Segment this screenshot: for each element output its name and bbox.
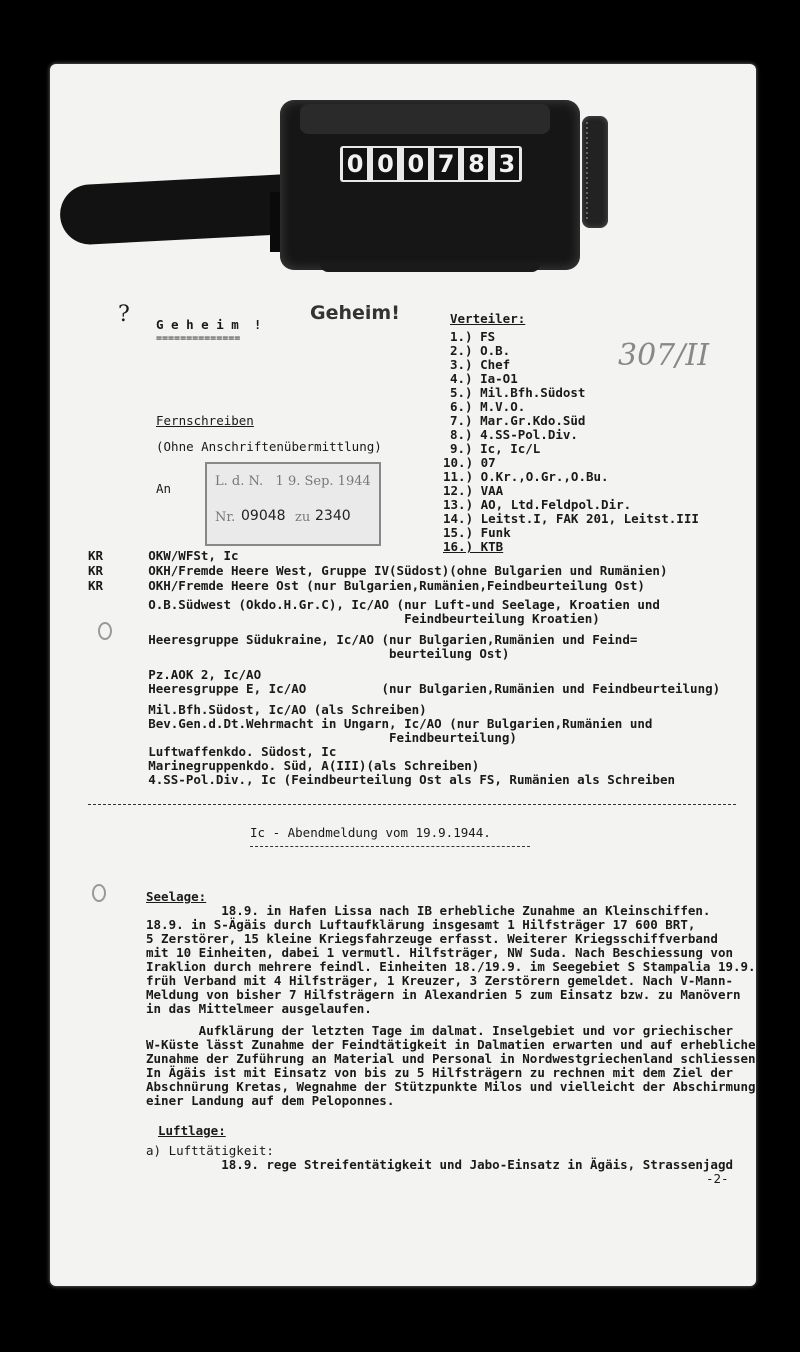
addressee-line: Heeresgruppe Südukraine, Ic/AO (nur Bulgarien,Rumänien und Feind=	[88, 632, 638, 647]
handwritten-reference: 307/II	[618, 338, 710, 373]
separator-line	[88, 804, 736, 805]
punch-hole-mark	[92, 884, 106, 902]
verteiler-item: 12.) VAA	[443, 483, 504, 498]
counter-digits	[340, 146, 522, 182]
verteiler-item: 7.) Mar.Gr.Kdo.Süd	[450, 413, 586, 428]
body-line: 18.9. in S-Ägäis durch Luftaufklärung insgesamt 1 Hilfsträger 17 600 BRT,	[146, 917, 696, 932]
body-line: 5 Zerstörer, 15 kleine Kriegsfahrzeuge erfasst. Weiterer Kriegsschiffverband	[146, 931, 718, 946]
counter-digit: 7	[434, 148, 458, 180]
counter-base	[320, 262, 540, 272]
addressee-line: beurteilung Ost)	[88, 646, 510, 661]
body-line: in das Mittelmeer ausgelaufen.	[146, 1001, 372, 1016]
report-title: Ic - Abendmeldung vom 19.9.1944.	[250, 825, 491, 840]
addressee-line: Feindbeurteilung)	[88, 730, 517, 745]
counter-digit: 0	[373, 148, 397, 180]
addressee-line: Bev.Gen.d.Dt.Wehrmacht in Ungarn, Ic/AO (nur Bulgarien,Rumänien und	[88, 716, 653, 731]
receipt-stamp	[205, 462, 381, 546]
addressee-line: Pz.AOK 2, Ic/AO	[88, 667, 262, 682]
body-line: mit 10 Einheiten, dabei 1 vermutl. Hilfsträger, NW Suda. Nach Beschiessung von	[146, 945, 733, 960]
luftlage-title: Luftlage:	[158, 1123, 226, 1138]
verteiler-item: 16.) KTB	[443, 539, 504, 554]
addressee-line: Feindbeurteilung Kroatien)	[88, 611, 600, 626]
counter-digit: 3	[495, 148, 519, 180]
body-line: 18.9. rege Streifentätigkeit und Jabo-Einsatz in Ägäis, Strassenjagd	[146, 1157, 733, 1172]
verteiler-item: 13.) AO, Ltd.Feldpol.Dir.	[443, 497, 632, 512]
verteiler-item: 14.) Leitst.I, FAK 201, Leitst.III	[443, 511, 699, 526]
fernschreiben-label: Fernschreiben	[156, 413, 254, 428]
body-line: Abschnürung Kretas, Wegnahme der Stützpunkte Milos und vielleicht der Abschirmung	[146, 1079, 756, 1094]
counter-top	[300, 104, 550, 134]
verteiler-item: 8.) 4.SS-Pol.Div.	[450, 427, 578, 442]
geheim-stamp: Geheim!	[310, 302, 400, 324]
body-line: früh Verband mit 4 Hilfsträger, 1 Kreuzer, 3 Zerstörern gemeldet. Nach V-Mann-	[146, 973, 733, 988]
verteiler-item: 15.) Funk	[443, 525, 511, 540]
body-line: einer Landung auf dem Peloponnes.	[146, 1093, 395, 1108]
verteiler-item: 5.) Mil.Bfh.Südost	[450, 385, 586, 400]
addressee-line: O.B.Südwest (Okdo.H.Gr.C), Ic/AO (nur Luft-und Seelage, Kroatien und	[88, 597, 660, 612]
counter-digit: 0	[343, 148, 367, 180]
handwritten-mark: ?	[118, 302, 130, 327]
geheim-typed: G e h e i m !	[156, 317, 262, 332]
body-line: Meldung von bisher 7 Hilfsträgern in Alexandrien 5 zum Einsatz bzw. zu Manövern	[146, 987, 741, 1002]
verteiler-item: 10.) 07	[443, 455, 496, 470]
verteiler-item: 1.) FS	[450, 329, 496, 344]
addressee-line: KR OKW/WFSt, Ic	[88, 548, 239, 563]
verteiler-item: 6.) M.V.O.	[450, 399, 526, 414]
addressee-line: KR OKH/Fremde Heere West, Gruppe IV(Südost)(ohne Bulgarien und Rumänien)	[88, 563, 668, 578]
addressee-line: Heeresgruppe E, Ic/AO (nur Bulgarien,Rumänien und Feindbeurteilung)	[88, 681, 721, 696]
an-label: An	[156, 481, 172, 496]
stamp-zu-number: 2340	[315, 508, 351, 524]
verteiler-item: 4.) Ia-O1	[450, 371, 518, 386]
stamp-nr-prefix: Nr.	[215, 510, 236, 525]
body-line: Iraklion durch mehrere feindl. Einheiten 18./19.9. im Seegebiet S Stampalia 19.9.	[146, 959, 756, 974]
body-line: W-Küste lässt Zunahme der Feindtätigkeit in Dalmatien erwarten und auf erhebliche	[146, 1037, 756, 1052]
stamp-line: L. d. N. 1 9. Sep. 1944	[215, 474, 371, 489]
counter-digit: 8	[464, 148, 488, 180]
verteiler-item: 2.) O.B.	[450, 343, 511, 358]
body-line: Zunahme der Zuführung an Material und Personal in Nordwestgriechenland schliessen	[146, 1051, 756, 1066]
counter-cable	[59, 174, 292, 246]
title-underline	[250, 846, 530, 847]
stamp-number: 09048	[241, 508, 286, 524]
stamp-zu-prefix: zu	[295, 510, 311, 525]
verteiler-item: 3.) Chef	[450, 357, 511, 372]
geheim-underline: ==============	[156, 333, 241, 344]
verteiler-item: 11.) O.Kr.,O.Gr.,O.Bu.	[443, 469, 609, 484]
addressee-line: Mil.Bfh.Südost, Ic/AO (als Schreiben)	[88, 702, 427, 717]
seelage-title: Seelage:	[146, 889, 207, 904]
ohne-label: (Ohne Anschriftenübermittlung)	[156, 439, 382, 454]
addressee-line: KR OKH/Fremde Heere Ost (nur Bulgarien,Rumänien,Feindbeurteilung Ost)	[88, 578, 645, 593]
body-line: In Ägäis ist mit Einsatz von bis zu 5 Hilfsträgern zu rechnen mit dem Ziel der	[146, 1065, 733, 1080]
body-line: Aufklärung der letzten Tage im dalmat. Inselgebiet und vor griechischer	[146, 1023, 733, 1038]
counter-digit: 0	[404, 148, 428, 180]
addressee-line: 4.SS-Pol.Div., Ic (Feindbeurteilung Ost als FS, Rumänien als Schreiben	[88, 772, 675, 787]
verteiler-item: 9.) Ic, Ic/L	[450, 441, 541, 456]
body-line: 18.9. in Hafen Lissa nach IB erhebliche Zunahme an Kleinschiffen.	[146, 903, 711, 918]
verteiler-title: Verteiler:	[450, 311, 526, 326]
page-marker: -2-	[706, 1171, 729, 1186]
addressee-line: Marinegruppenkdo. Süd, A(III)(als Schreiben)	[88, 758, 480, 773]
body-line: a) Lufttätigkeit:	[146, 1143, 274, 1158]
counter-knob	[582, 116, 608, 228]
punch-hole-mark	[98, 622, 112, 640]
addressee-line: Luftwaffenkdo. Südost, Ic	[88, 744, 337, 759]
